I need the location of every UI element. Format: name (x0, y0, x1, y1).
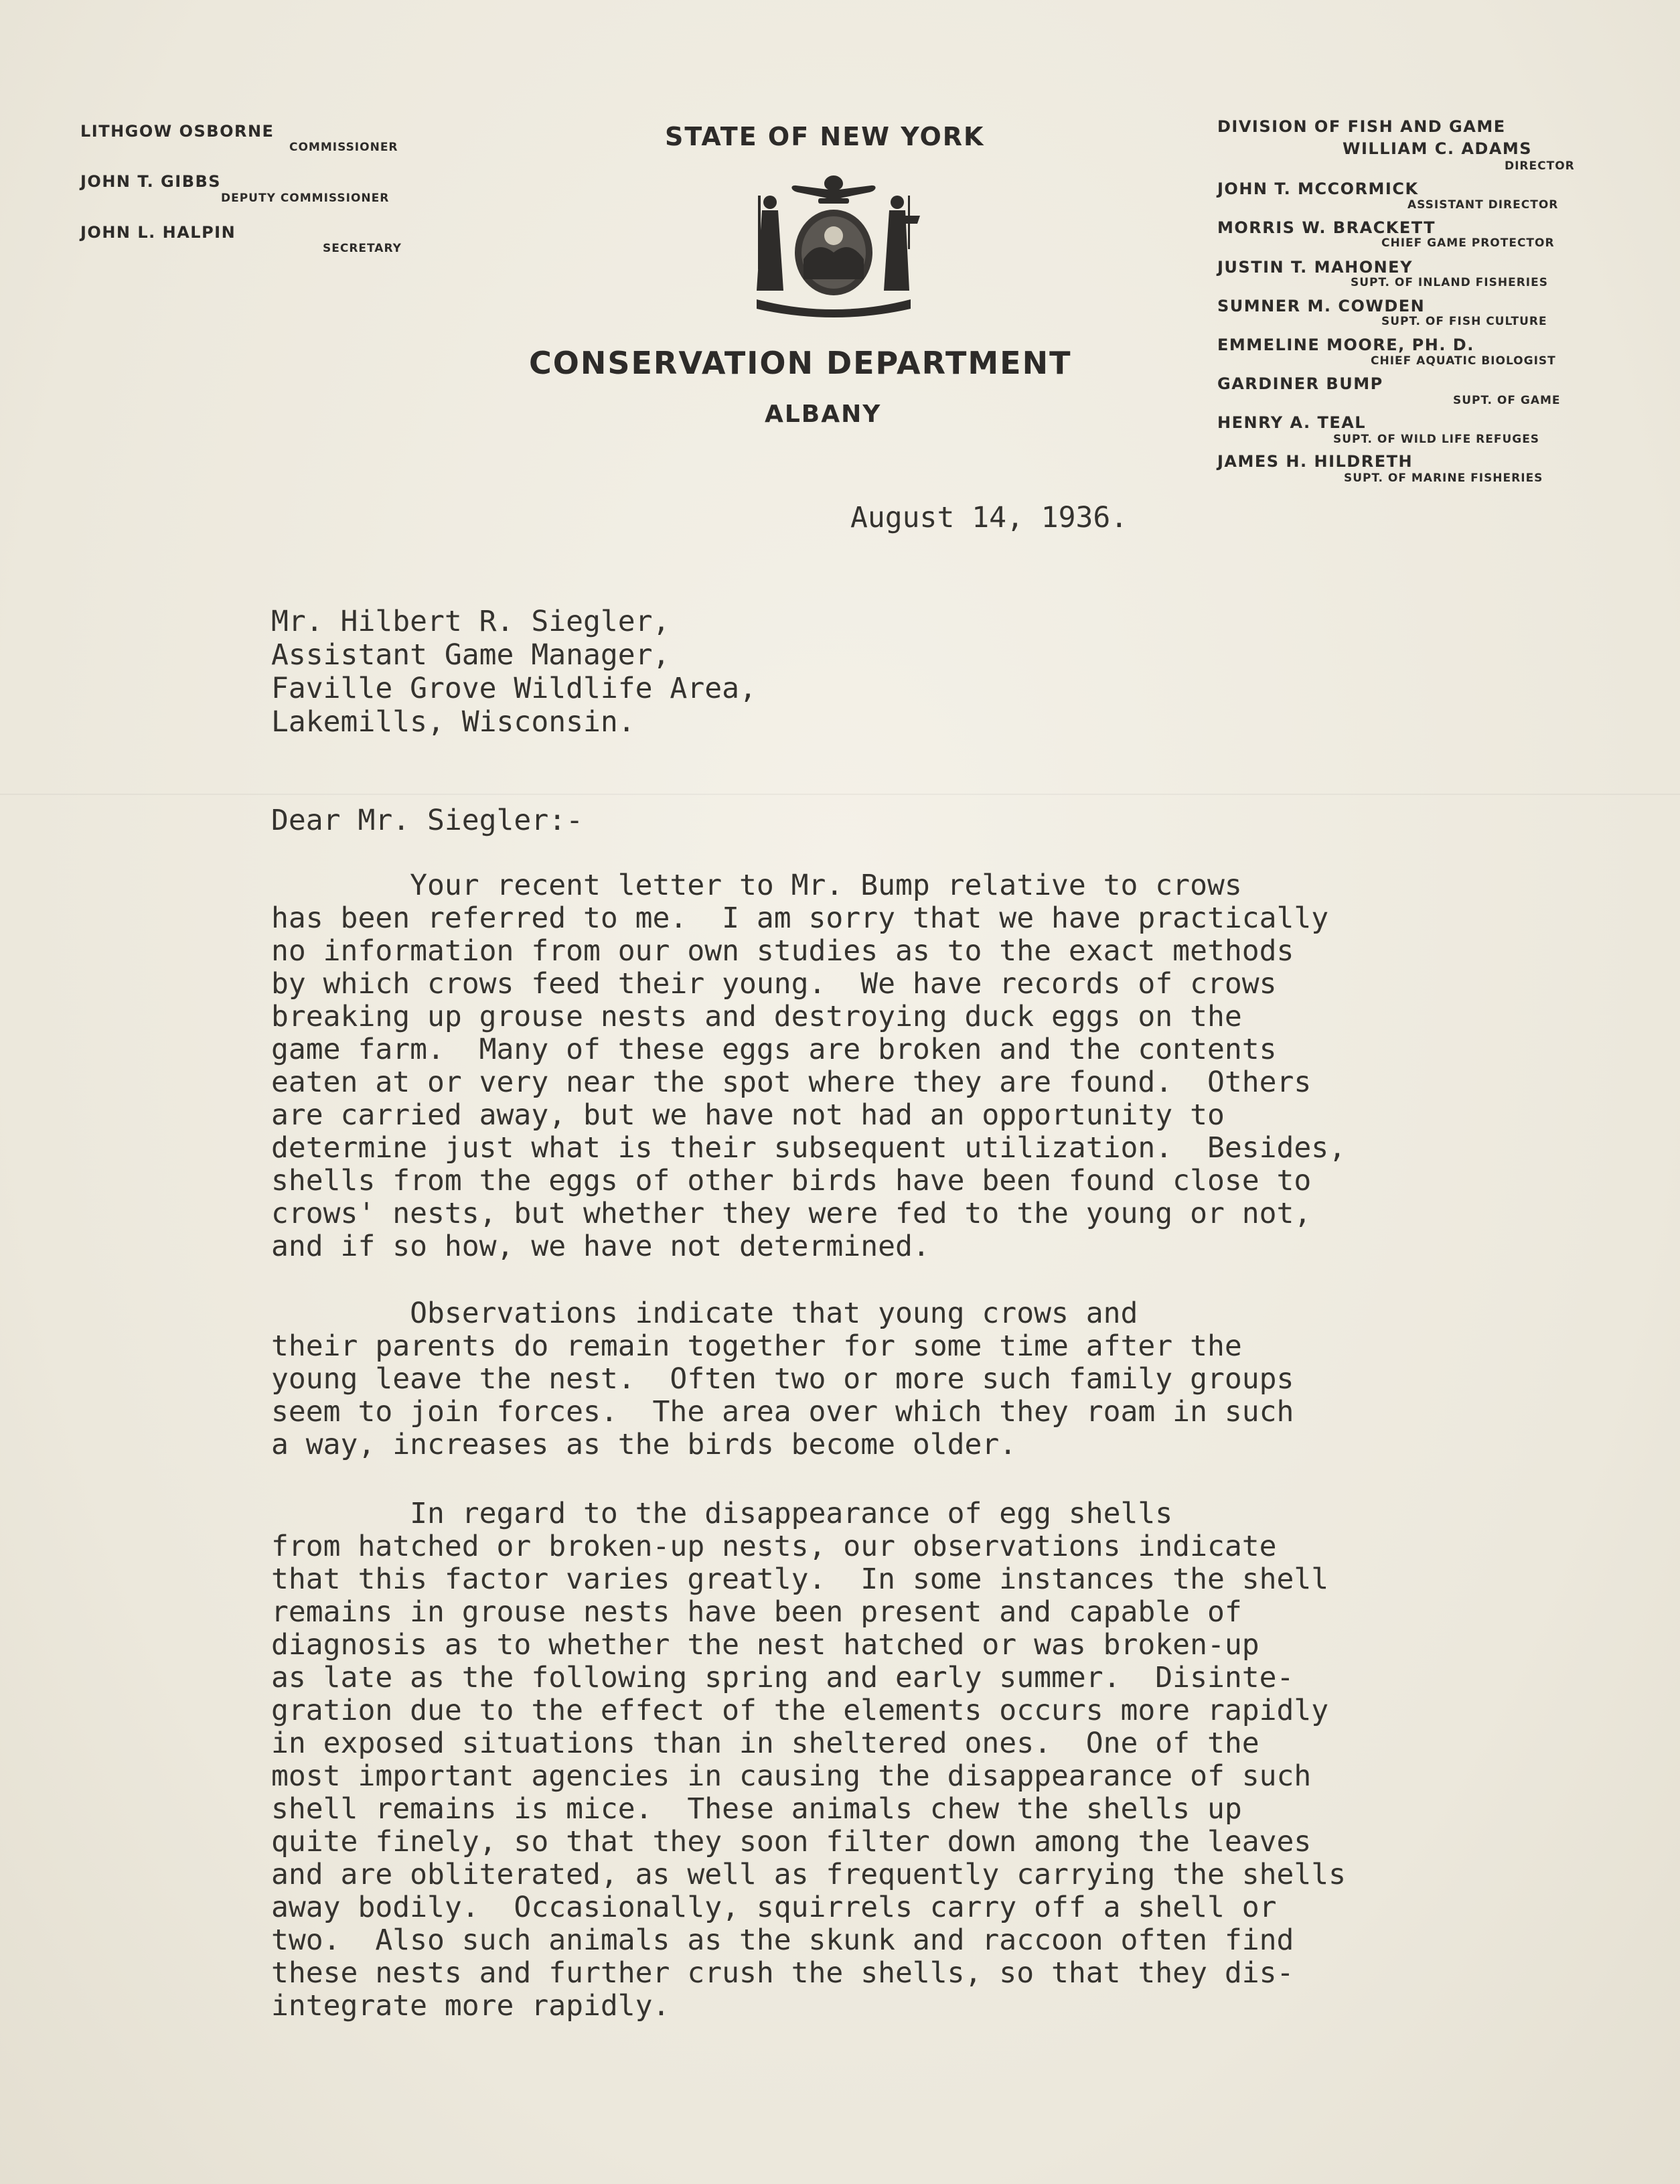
body-line: diagnosis as to whether the nest hatched or was broken-up (271, 1628, 1259, 1662)
body-line: seem to join forces. The area over which they roam in such (271, 1395, 1294, 1429)
body-line: their parents do remain together for some time after the (271, 1329, 1242, 1363)
director-title: DIRECTOR (1505, 159, 1575, 173)
fish-culture-name: SUMNER M. COWDEN (1217, 297, 1426, 315)
address-line: Assistant Game Manager, (271, 638, 670, 672)
state-heading: STATE OF NEW YORK (665, 122, 985, 151)
body-line: In regard to the disappearance of egg shells (271, 1497, 1173, 1530)
address-line: Mr. Hilbert R. Siegler, (271, 605, 670, 638)
aquatic-biologist-title: CHIEF AQUATIC BIOLOGIST (1371, 354, 1556, 368)
paper-fold (0, 794, 1680, 795)
body-line: that this factor varies greatly. In some instances the shell (271, 1562, 1329, 1596)
body-line: no information from our own studies as to the exact methods (271, 934, 1294, 968)
wildlife-refuges-title: SUPT. OF WILD LIFE REFUGES (1333, 433, 1540, 446)
commissioner-title: COMMISSIONER (289, 141, 398, 154)
body-line: a way, increases as the birds become older. (271, 1428, 1017, 1461)
chief-game-protector-title: CHIEF GAME PROTECTOR (1381, 236, 1555, 250)
body-line: are carried away, but we have not had an opportunity to (271, 1098, 1225, 1132)
address-line: Faville Grove Wildlife Area, (271, 672, 757, 705)
body-line: game farm. Many of these eggs are broken and the contents (271, 1033, 1277, 1066)
body-line: most important agencies in causing the disappearance of such (271, 1759, 1312, 1793)
secretary-title: SECRETARY (323, 242, 402, 255)
inland-fisheries-name: JUSTIN T. MAHONEY (1217, 258, 1413, 277)
body-line: away bodily. Occasionally, squirrels carry off a shell or (271, 1891, 1277, 1924)
marine-fisheries-title: SUPT. OF MARINE FISHERIES (1344, 471, 1543, 485)
city-heading: ALBANY (765, 401, 882, 428)
body-line: gration due to the effect of the elements occurs more rapidly (271, 1694, 1329, 1727)
salutation: Dear Mr. Siegler:- (271, 804, 583, 837)
fish-culture-title: SUPT. OF FISH CULTURE (1381, 315, 1547, 328)
body-line: quite finely, so that they soon filter down among the leaves (271, 1825, 1312, 1859)
body-line: as late as the following spring and early summer. Disinte- (271, 1661, 1294, 1694)
letter-date: August 14, 1936. (850, 501, 1128, 534)
body-line: eaten at or very near the spot where they are found. Others (271, 1066, 1312, 1099)
body-line: and are obliterated, as well as frequently carrying the shells (271, 1858, 1347, 1891)
assistant-director-name: JOHN T. MCCORMICK (1217, 179, 1419, 198)
body-line: two. Also such animals as the skunk and raccoon often find (271, 1923, 1294, 1957)
assistant-director-title: ASSISTANT DIRECTOR (1407, 198, 1559, 212)
body-line: in exposed situations than in sheltered ones. One of the (271, 1727, 1259, 1760)
body-line: breaking up grouse nests and destroying duck eggs on the (271, 1000, 1242, 1033)
commissioner-name: LITHGOW OSBORNE (80, 122, 275, 141)
aquatic-biologist-name: EMMELINE MOORE, PH. D. (1217, 336, 1474, 354)
body-line: young leave the nest. Often two or more such family groups (271, 1362, 1294, 1396)
body-line: has been referred to me. I am sorry that we have practically (271, 901, 1329, 935)
body-line: remains in grouse nests have been present and capable of (271, 1595, 1242, 1629)
body-line: from hatched or broken-up nests, our observations indicate (271, 1530, 1277, 1563)
body-line: Your recent letter to Mr. Bump relative to crows (271, 869, 1242, 902)
division-name: DIVISION OF FISH AND GAME (1217, 117, 1506, 136)
department-heading: CONSERVATION DEPARTMENT (529, 345, 1072, 381)
deputy-commissioner-name: JOHN T. GIBBS (80, 172, 222, 191)
body-line: Observations indicate that young crows and (271, 1297, 1138, 1330)
body-line: by which crows feed their young. We have records of crows (271, 967, 1277, 1001)
supt-game-title: SUPT. OF GAME (1453, 394, 1561, 407)
marine-fisheries-name: JAMES H. HILDRETH (1217, 452, 1414, 471)
body-line: crows' nests, but whether they were fed to the young or not, (271, 1197, 1312, 1230)
secretary-name: JOHN L. HALPIN (80, 223, 236, 242)
body-line: determine just what is their subsequent utilization. Besides, (271, 1131, 1347, 1165)
supt-game-name: GARDINER BUMP (1217, 374, 1383, 393)
director-name: WILLIAM C. ADAMS (1343, 139, 1533, 158)
body-line: these nests and further crush the shells, so that they dis- (271, 1956, 1294, 1990)
body-line: integrate more rapidly. (271, 1989, 670, 2023)
body-line: shell remains is mice. These animals chew the shells up (271, 1792, 1242, 1826)
state-seal (743, 169, 924, 319)
body-line: shells from the eggs of other birds have been found close to (271, 1164, 1312, 1197)
deputy-commissioner-title: DEPUTY COMMISSIONER (221, 192, 390, 205)
inland-fisheries-title: SUPT. OF INLAND FISHERIES (1351, 276, 1548, 289)
body-line: and if so how, we have not determined. (271, 1230, 930, 1263)
chief-game-protector-name: MORRIS W. BRACKETT (1217, 218, 1436, 237)
address-line: Lakemills, Wisconsin. (271, 705, 635, 739)
wildlife-refuges-name: HENRY A. TEAL (1217, 413, 1367, 432)
